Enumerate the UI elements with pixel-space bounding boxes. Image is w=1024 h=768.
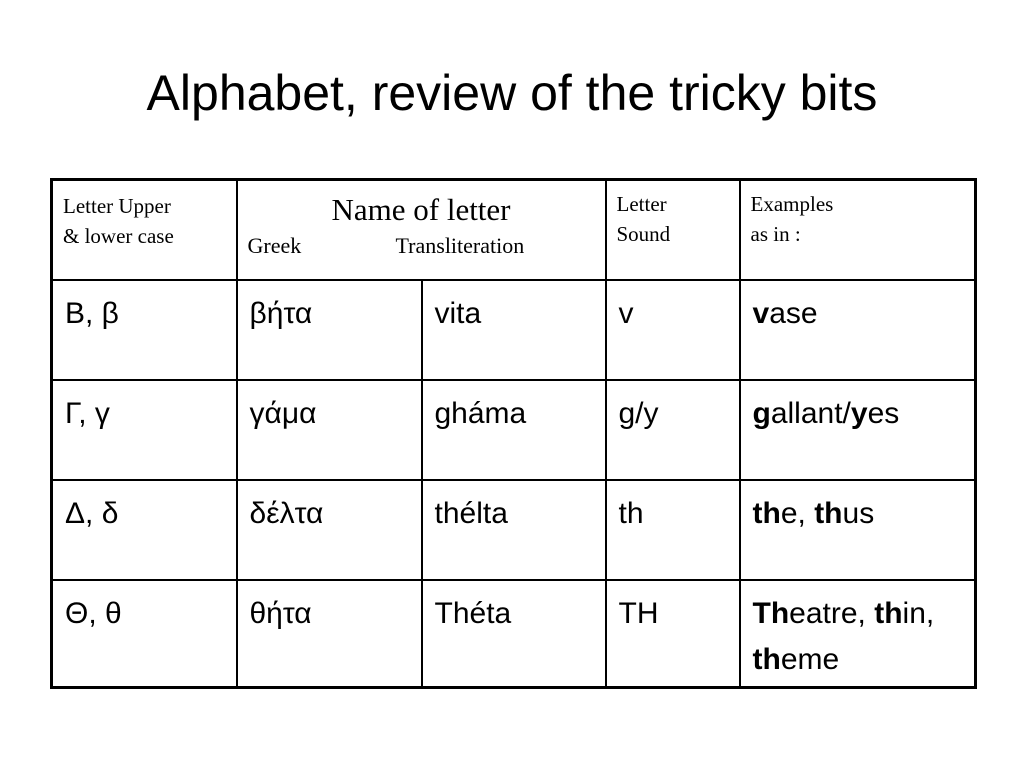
header-examples-line2: as in : bbox=[750, 222, 801, 246]
table-row bbox=[52, 580, 976, 688]
letter-cell: Θ, θ bbox=[52, 580, 237, 688]
header-examples bbox=[740, 180, 976, 280]
header-letter-sound bbox=[606, 180, 740, 280]
header-examples-line1: Examples bbox=[750, 192, 834, 216]
header-letter-case bbox=[52, 180, 237, 280]
example-text: es bbox=[867, 396, 900, 430]
header-name-of-letter bbox=[237, 180, 606, 280]
transliteration-cell: gháma bbox=[422, 380, 606, 480]
table-row bbox=[52, 380, 976, 480]
header-letter-case-line1: Letter Upper bbox=[63, 194, 171, 218]
letter-cell: Γ, γ bbox=[52, 380, 237, 480]
header-letter-sound-line2: Sound bbox=[616, 222, 671, 246]
header-letter-case-line2: & lower case bbox=[63, 224, 174, 248]
alphabet-table bbox=[50, 178, 977, 689]
example-highlight: g bbox=[752, 396, 771, 430]
example-highlight: th bbox=[874, 596, 903, 630]
example-text: ase bbox=[769, 296, 818, 330]
sound-cell: TH bbox=[606, 580, 740, 688]
transliteration-cell: Théta bbox=[422, 580, 606, 688]
slide-title: Alphabet, review of the tricky bits bbox=[146, 65, 878, 121]
header-transliteration-label: Transliteration bbox=[395, 233, 525, 258]
letter-cell: Δ, δ bbox=[52, 480, 237, 580]
letter-cell: Β, β bbox=[52, 280, 237, 380]
example-highlight: th bbox=[752, 496, 781, 530]
header-greek-label: Greek bbox=[247, 233, 302, 258]
example-text: eme bbox=[780, 642, 840, 676]
transliteration-cell: thélta bbox=[422, 480, 606, 580]
example-text: in, bbox=[902, 596, 935, 630]
example-text: us bbox=[842, 496, 875, 530]
example-cell bbox=[740, 580, 976, 688]
greek-name-cell: βήτα bbox=[237, 280, 422, 380]
example-highlight: y bbox=[850, 396, 868, 430]
header-letter-sound-line1: Letter bbox=[616, 192, 667, 216]
greek-name-cell: θήτα bbox=[237, 580, 422, 688]
example-cell bbox=[740, 480, 976, 580]
sound-cell: th bbox=[606, 480, 740, 580]
example-text: eatre, bbox=[789, 596, 875, 630]
example-cell bbox=[740, 380, 976, 480]
greek-name-cell: γάμα bbox=[237, 380, 422, 480]
example-highlight: th bbox=[814, 496, 843, 530]
transliteration-cell: vita bbox=[422, 280, 606, 380]
sound-cell: g/y bbox=[606, 380, 740, 480]
example-highlight: Th bbox=[752, 596, 790, 630]
example-text: allant/ bbox=[770, 396, 851, 430]
header-name-of-letter-label: Name of letter bbox=[331, 192, 511, 227]
greek-name-cell: δέλτα bbox=[237, 480, 422, 580]
example-cell bbox=[740, 280, 976, 380]
table-row bbox=[52, 480, 976, 580]
example-highlight: th bbox=[752, 642, 781, 676]
sound-cell: v bbox=[606, 280, 740, 380]
example-highlight: v bbox=[752, 296, 770, 330]
header-row bbox=[52, 180, 976, 280]
example-text: e, bbox=[780, 496, 815, 530]
table-row bbox=[52, 280, 976, 380]
